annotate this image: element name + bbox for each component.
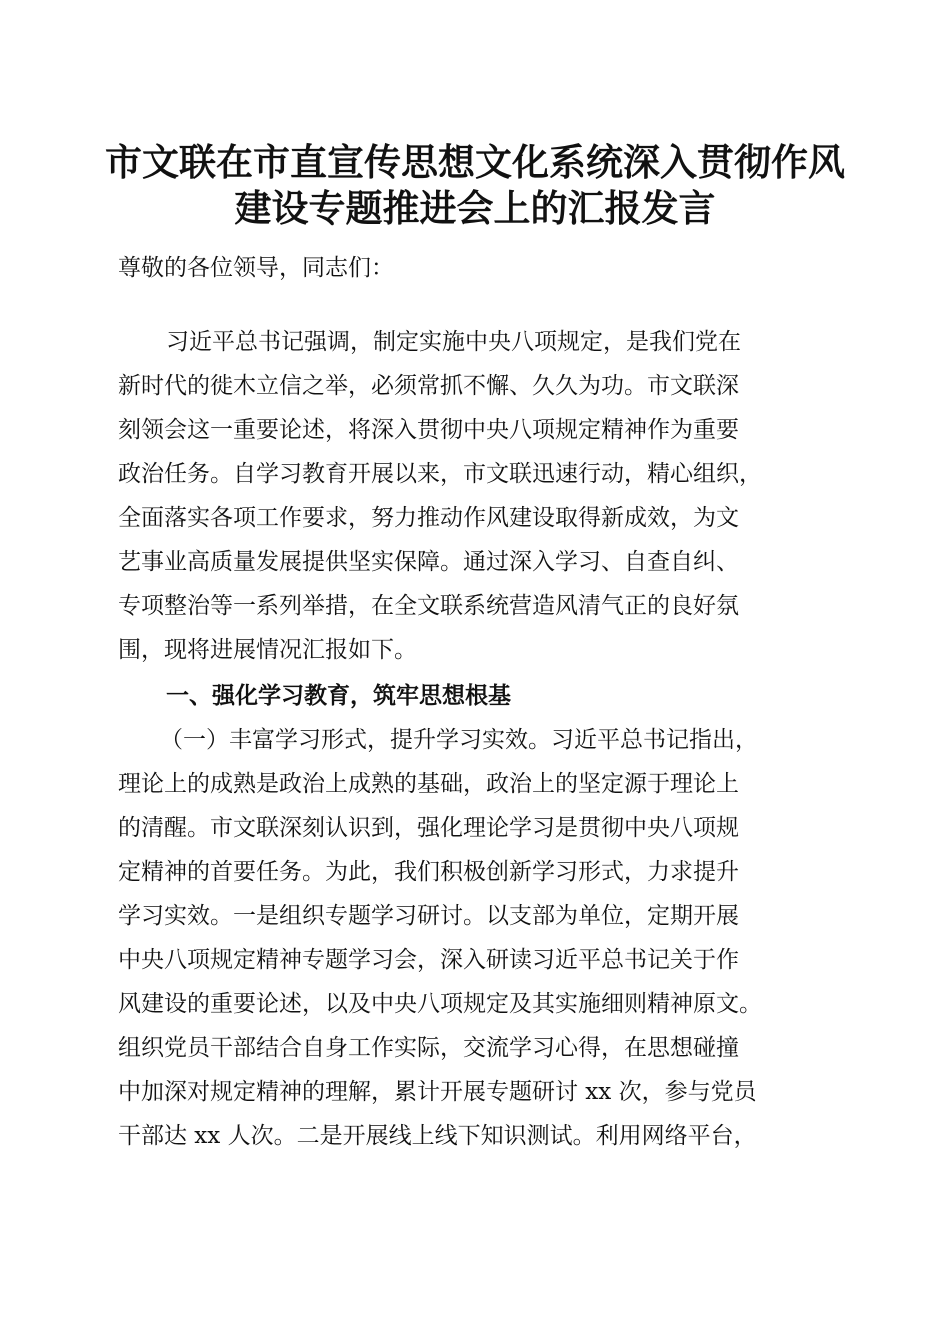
- section-heading: 一、强化学习教育，筑牢思想根基: [166, 683, 511, 709]
- paragraph2-line: 中央八项规定精神专题学习会，深入研读习近平总书记关于作: [118, 947, 739, 973]
- paragraph1-line: 围，现将进展情况汇报如下。: [118, 637, 417, 663]
- paragraph2-line: 组织党员干部结合自身工作实际，交流学习心得，在思想碰撞: [118, 1035, 739, 1061]
- document-title-line-2: 建设专题推进会上的汇报发言: [234, 186, 716, 230]
- salutation: 尊敬的各位领导，同志们：: [118, 255, 394, 281]
- paragraph2-line: 定精神的首要任务。为此，我们积极创新学习形式，力求提升: [118, 859, 739, 885]
- paragraph1-line: 新时代的徙木立信之举，必须常抓不懈、久久为功。市文联深: [118, 373, 739, 399]
- paragraph2-line: 中加深对规定精神的理解，累计开展专题研讨 xx 次，参与党员: [118, 1079, 757, 1105]
- paragraph1-line: 习近平总书记强调，制定实施中央八项规定，是我们党在: [166, 329, 741, 355]
- document-title-line-1: 市文联在市直宣传思想文化系统深入贯彻作风: [105, 140, 845, 184]
- paragraph1-line: 刻领会这一重要论述，将深入贯彻中央八项规定精神作为重要: [118, 417, 739, 443]
- paragraph2-line: 学习实效。一是组织专题学习研讨。以支部为单位，定期开展: [118, 903, 739, 929]
- paragraph2-line: 风建设的重要论述，以及中央八项规定及其实施细则精神原文。: [118, 991, 762, 1017]
- paragraph2-line: 干部达 xx 人次。二是开展线上线下知识测试。利用网络平台，: [118, 1123, 757, 1149]
- paragraph1-line: 政治任务。自学习教育开展以来，市文联迅速行动，精心组织，: [118, 461, 762, 487]
- paragraph1-line: 专项整治等一系列举措，在全文联系统营造风清气正的良好氛: [118, 593, 739, 619]
- paragraph1-line: 艺事业高质量发展提供坚实保障。通过深入学习、自查自纠、: [118, 549, 739, 575]
- paragraph2-line: 的清醒。市文联深刻认识到，强化理论学习是贯彻中央八项规: [118, 815, 739, 841]
- paragraph2-line: （一）丰富学习形式，提升学习实效。习近平总书记指出，: [160, 727, 758, 753]
- paragraph2-line: 理论上的成熟是政治上成熟的基础，政治上的坚定源于理论上: [118, 771, 739, 797]
- paragraph1-line: 全面落实各项工作要求，努力推动作风建设取得新成效，为文: [118, 505, 739, 531]
